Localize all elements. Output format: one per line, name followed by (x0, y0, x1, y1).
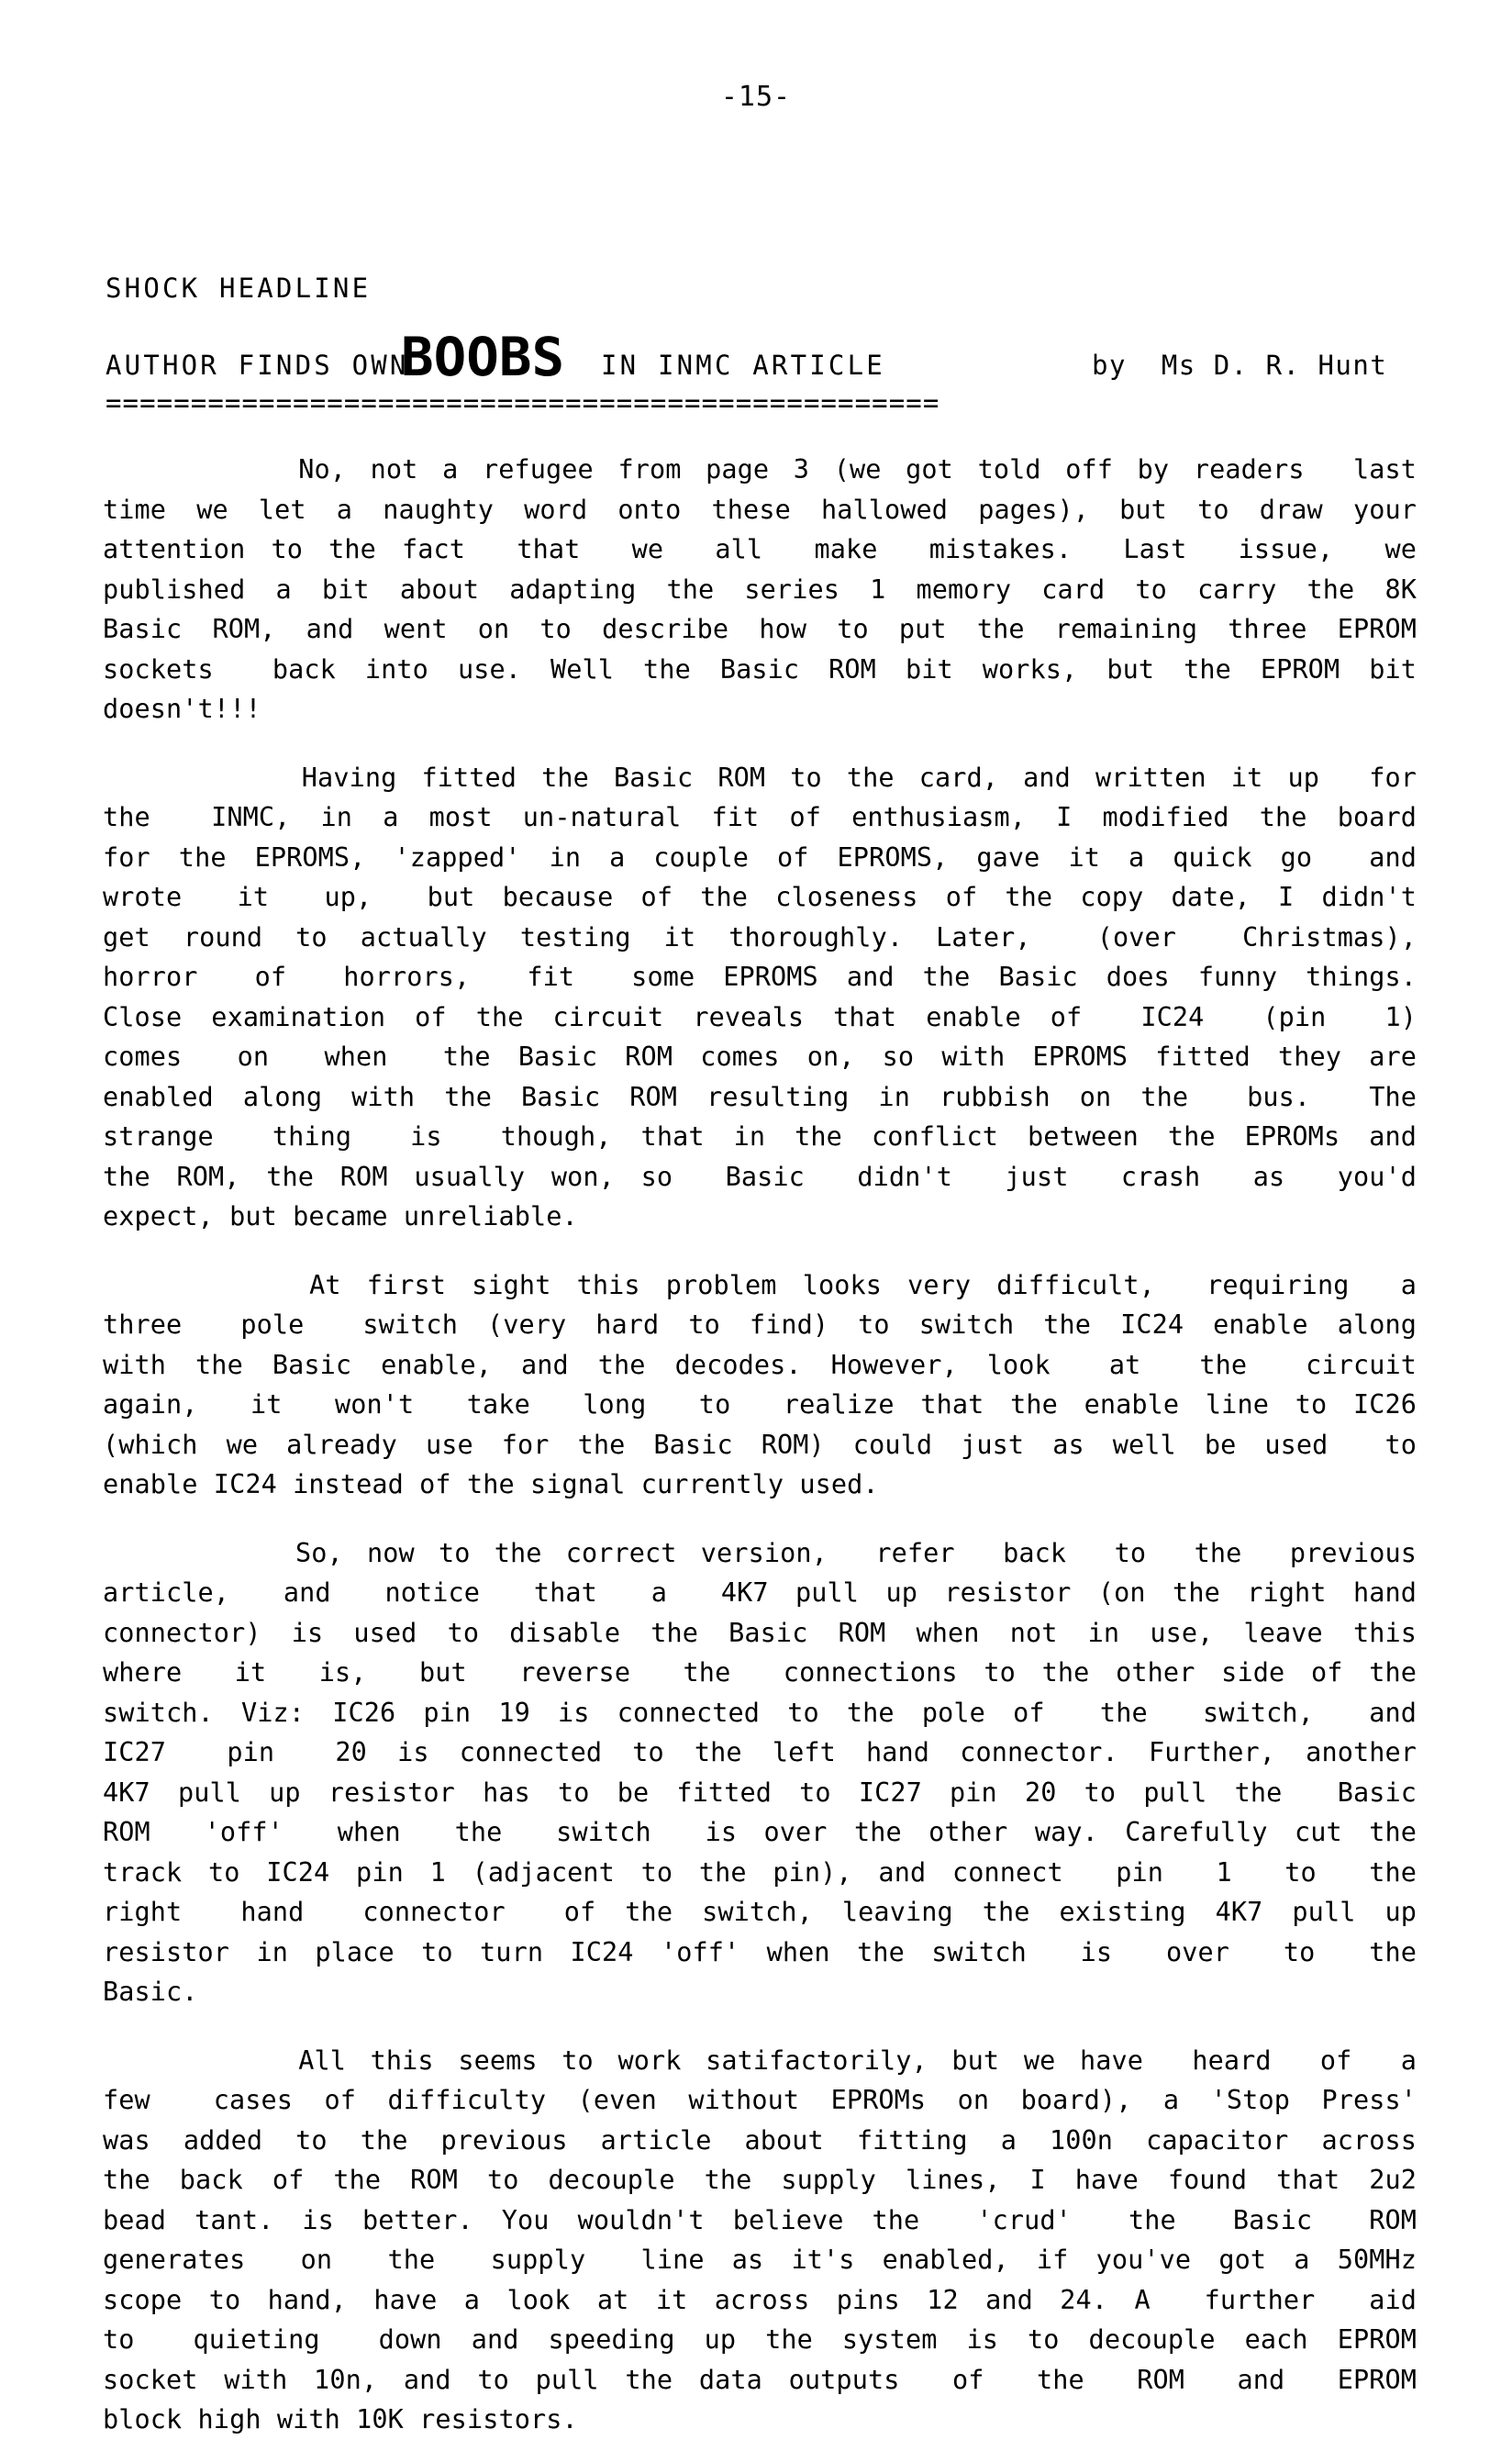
body-line: socket with 10n, and to pull the data outputs of the ROM and EPROM (103, 2364, 1417, 2395)
article-title-row (106, 326, 1418, 388)
body-line: scope to hand, have a look at it across pins 12 and 24. A further aid (103, 2284, 1417, 2315)
body-line: resistor in place to turn IC24 'off' when the switch is over to the (103, 1936, 1417, 1967)
title-right-segment: IN INMC ARTICLE (601, 350, 885, 381)
body-line: horror of horrors, fit some EPROMS and the Basic does funny things. (103, 962, 1417, 992)
title-emphasis-word: BOOBS (401, 326, 565, 388)
body-line: where it is, but reverse the connections to the other side of the (103, 1657, 1417, 1688)
body-line: strange thing is though, that in the conflict between the EPROMs and (103, 1121, 1417, 1152)
body-line: attention to the fact that we all make mistakes. Last issue, we (103, 534, 1417, 564)
headline-block (106, 275, 1418, 418)
body-line: At first sight this problem looks very difficult, requiring a (103, 1269, 1417, 1300)
body-line: wrote it up, but because of the closeness of the copy date, I didn't (103, 882, 1417, 912)
body-line: few cases of difficulty (even without EPROMs on board), a 'Stop Press' (103, 2085, 1417, 2115)
body-line: No, not a refugee from page 3 (we got told off by readers last (103, 454, 1417, 485)
body-line: get round to actually testing it thoroughly. Later, (over Christmas), (103, 921, 1417, 953)
body-line: time we let a naughty word onto these hallowed pages), but to draw your (103, 494, 1417, 525)
body-line: IC27 pin 20 is connected to the left hand connector. Further, another (103, 1737, 1417, 1767)
body-line: again, it won't take long to realize that the enable line to IC26 (103, 1389, 1417, 1420)
body-line: three pole switch (very hard to find) to switch the IC24 enable along (103, 1309, 1417, 1340)
body-line: the back of the ROM to decouple the supply lines, I have found that 2u2 (103, 2165, 1417, 2195)
body-line: with the Basic enable, and the decodes. However, look at the circuit (103, 1349, 1417, 1380)
body-line: So, now to the correct version, refer back to the previous (103, 1537, 1417, 1568)
article-byline: by Ms D. R. Hunt (1092, 350, 1388, 381)
body-line: for the EPROMS, 'zapped' in a couple of EPROMS, gave it a quick go and (103, 841, 1417, 873)
body-line: comes on when the Basic ROM comes on, so with EPROMS fitted they are (103, 1042, 1417, 1072)
body-line: block high with 10K resistors. (103, 2404, 578, 2434)
body-line: generates on the supply line as it's enabled, if you've got a 50MHz (103, 2245, 1417, 2275)
body-line: (which we already use for the Basic ROM) could just as well be used to (103, 1429, 1417, 1460)
title-left-segment: AUTHOR FINDS OWN (106, 350, 409, 381)
body-line: switch. Viz: IC26 pin 19 is connected to the pole of the switch, and (103, 1697, 1417, 1728)
headline-kicker: SHOCK HEADLINE (106, 273, 372, 304)
body-line: enable IC24 instead of the signal currently used. (103, 1469, 879, 1499)
body-line: article, and notice that a 4K7 pull up resistor (on the right hand (103, 1577, 1417, 1608)
body-line: published a bit about adapting the series 1 memory card to carry the 8K (103, 574, 1417, 605)
body-line: Basic. (103, 1977, 198, 2007)
body-line: doesn't!!! (103, 694, 261, 724)
body-line: to quieting down and speeding up the system is to decouple each EPROM (103, 2324, 1417, 2355)
body-line: was added to the previous article about fitting a 100n capacitor across (103, 2124, 1417, 2156)
body-line: expect, but became unreliable. (103, 1201, 578, 1231)
body-line: enabled along with the Basic ROM resulting in rubbish on the bus. The (103, 1081, 1417, 1112)
paragraph-3 (103, 1265, 1417, 1505)
body-line: the INMC, in a most un-natural fit of enthusiasm, I modified the board (103, 802, 1417, 832)
body-line: the ROM, the ROM usually won, so Basic didn't just crash as you'd (103, 1161, 1417, 1192)
body-line: track to IC24 pin 1 (adjacent to the pin), and connect pin 1 to the (103, 1856, 1417, 1888)
body-line: bead tant. is better. You wouldn't believe the 'crud' the Basic ROM (103, 2204, 1417, 2235)
divider-rule: ================================================= (106, 387, 940, 418)
paragraph-2 (103, 758, 1417, 1237)
paragraph-1 (103, 450, 1417, 730)
body-line: connector) is used to disable the Basic ROM when not in use, leave this (103, 1617, 1417, 1648)
article-body (103, 450, 1417, 2440)
body-line: Having fitted the Basic ROM to the card, and written it up for (103, 762, 1417, 793)
body-line: right hand connector of the switch, leaving the existing 4K7 pull up (103, 1897, 1417, 1927)
body-line: sockets back into use. Well the Basic ROM bit works, but the EPROM bit (103, 653, 1417, 685)
body-line: All this seems to work satifactorily, but we have heard of a (103, 2044, 1417, 2076)
paragraph-4 (103, 1533, 1417, 2012)
body-line: 4K7 pull up resistor has to be fitted to IC27 pin 20 to pull the Basic (103, 1777, 1417, 1808)
body-line: Close examination of the circuit reveals that enable of IC24 (pin 1) (103, 1001, 1417, 1032)
body-line: Basic ROM, and went on to describe how to put the remaining three EPROM (103, 614, 1417, 644)
paragraph-5 (103, 2041, 1417, 2440)
body-line: ROM 'off' when the switch is over the other way. Carefully cut the (103, 1817, 1417, 1847)
page-number: -15- (720, 81, 792, 113)
